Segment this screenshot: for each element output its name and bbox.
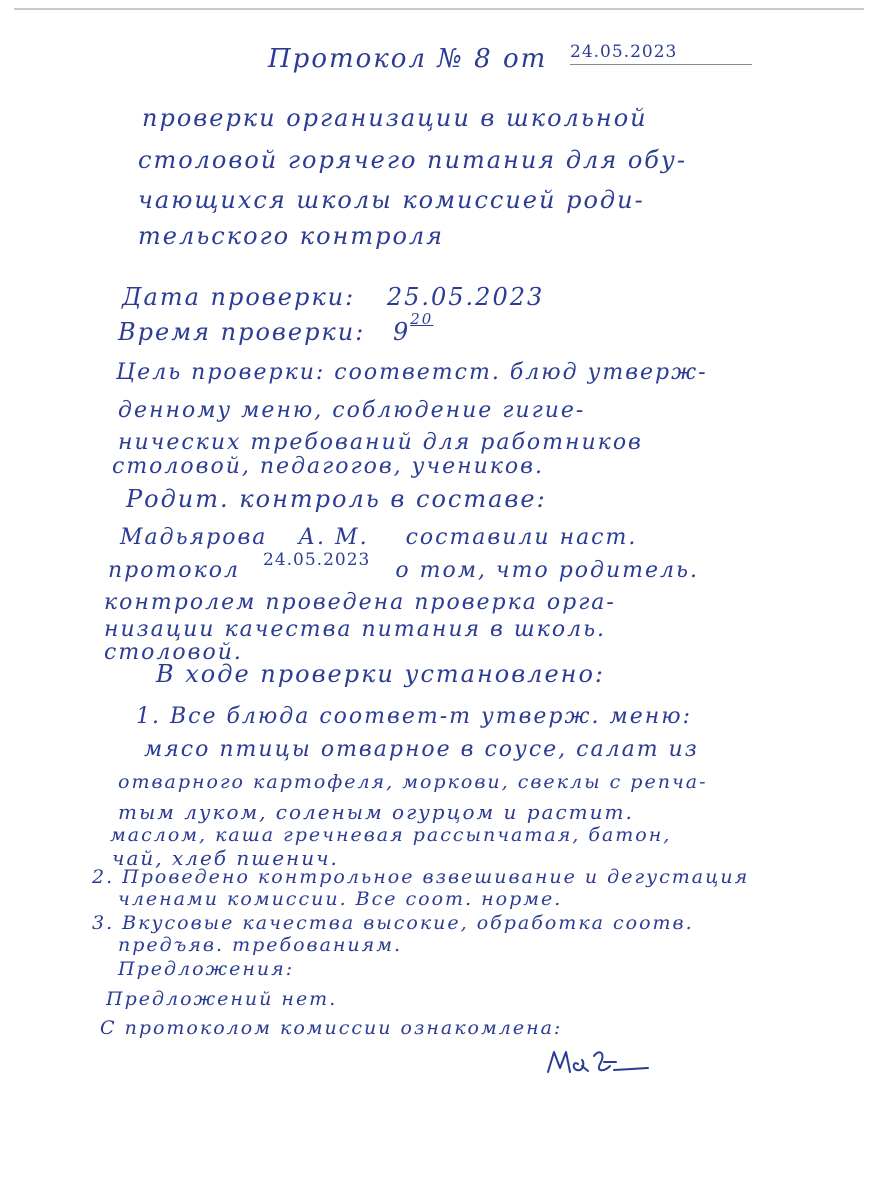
findings-heading: В ходе проверки установлено: bbox=[156, 660, 605, 688]
finding-2-line-2: членами комиссии. Все соот. норме. bbox=[118, 888, 563, 910]
finding-1-line-1: 1. Все блюда соответ-т утверж. меню: bbox=[136, 704, 693, 729]
intro-line-3: чающихся школы комиссией роди- bbox=[138, 186, 645, 214]
protocol-date-text: 24.05.2023 bbox=[570, 42, 678, 62]
signature bbox=[544, 1044, 654, 1080]
protocol-tail: о том, что родитель. bbox=[395, 558, 699, 583]
signature-mark bbox=[544, 1044, 654, 1080]
intro-line-4: тельского контроля bbox=[138, 222, 445, 250]
protocol-date-underline bbox=[570, 64, 752, 65]
check-date bbox=[122, 283, 544, 311]
member-name: Мадьярова bbox=[120, 525, 268, 550]
composition-member bbox=[120, 525, 637, 550]
protocol-date bbox=[570, 42, 752, 65]
check-time-minutes: 20 bbox=[410, 310, 434, 328]
finding-1-line-5: маслом, каша гречневая рассыпчатая, батон, bbox=[110, 824, 672, 846]
finding-1-line-3: отварного картофеля, моркови, свеклы с репча- bbox=[118, 771, 708, 793]
check-date-value: 25.05.2023 bbox=[386, 283, 545, 311]
purpose-line-4: столовой, педагогов, учеников. bbox=[112, 454, 544, 479]
intro-line-1: проверки организации в школьной bbox=[142, 104, 648, 132]
scan-edge bbox=[14, 8, 864, 10]
purpose-line-3: нических требований для работников bbox=[118, 430, 643, 455]
compiled-text: составили наст. bbox=[405, 525, 638, 550]
check-time bbox=[118, 310, 434, 346]
finding-2-line-1: 2. Проведено контрольное взвешивание и дегустация bbox=[92, 866, 750, 888]
finding-1-line-2: мясо птицы отварное в соусе, салат из bbox=[144, 737, 699, 762]
composition-heading: Родит. контроль в составе: bbox=[126, 485, 547, 513]
proposals-text: Предложений нет. bbox=[106, 988, 338, 1010]
composition-line-1: контролем проведена проверка орга- bbox=[104, 590, 616, 615]
composition-line-3: столовой. bbox=[104, 640, 243, 665]
check-time-label: Время проверки: bbox=[118, 318, 366, 346]
intro-line-2: столовой горячего питания для обу- bbox=[138, 146, 687, 174]
check-time-hour: 9 bbox=[392, 318, 411, 346]
acknowledgement: С протоколом комиссии ознакомлена: bbox=[100, 1017, 563, 1039]
composition-line-2: низации качества питания в школь. bbox=[104, 617, 607, 642]
finding-1-line-6: чай, хлеб пшенич. bbox=[112, 846, 339, 870]
check-date-label: Дата проверки: bbox=[122, 283, 356, 311]
member-initials: А. М. bbox=[298, 525, 369, 550]
finding-3-line-2: предъяв. требованиям. bbox=[118, 934, 403, 956]
finding-3-line-1: 3. Вкусовые качества высокие, обработка соотв. bbox=[92, 912, 694, 934]
finding-1-line-4: тым луком, соленым огурцом и растит. bbox=[118, 800, 634, 824]
purpose-line-1: Цель проверки: соответст. блюд утверж- bbox=[116, 360, 708, 385]
purpose-line-2: денному меню, соблюдение гигие- bbox=[118, 398, 586, 423]
protocol-title: Протокол № 8 от bbox=[268, 44, 548, 74]
composition-protocol-line bbox=[108, 550, 699, 583]
protocol-word: протокол bbox=[108, 558, 240, 583]
proposals-heading: Предложения: bbox=[118, 958, 295, 980]
protocol-inline-date: 24.05.2023 bbox=[263, 550, 371, 570]
